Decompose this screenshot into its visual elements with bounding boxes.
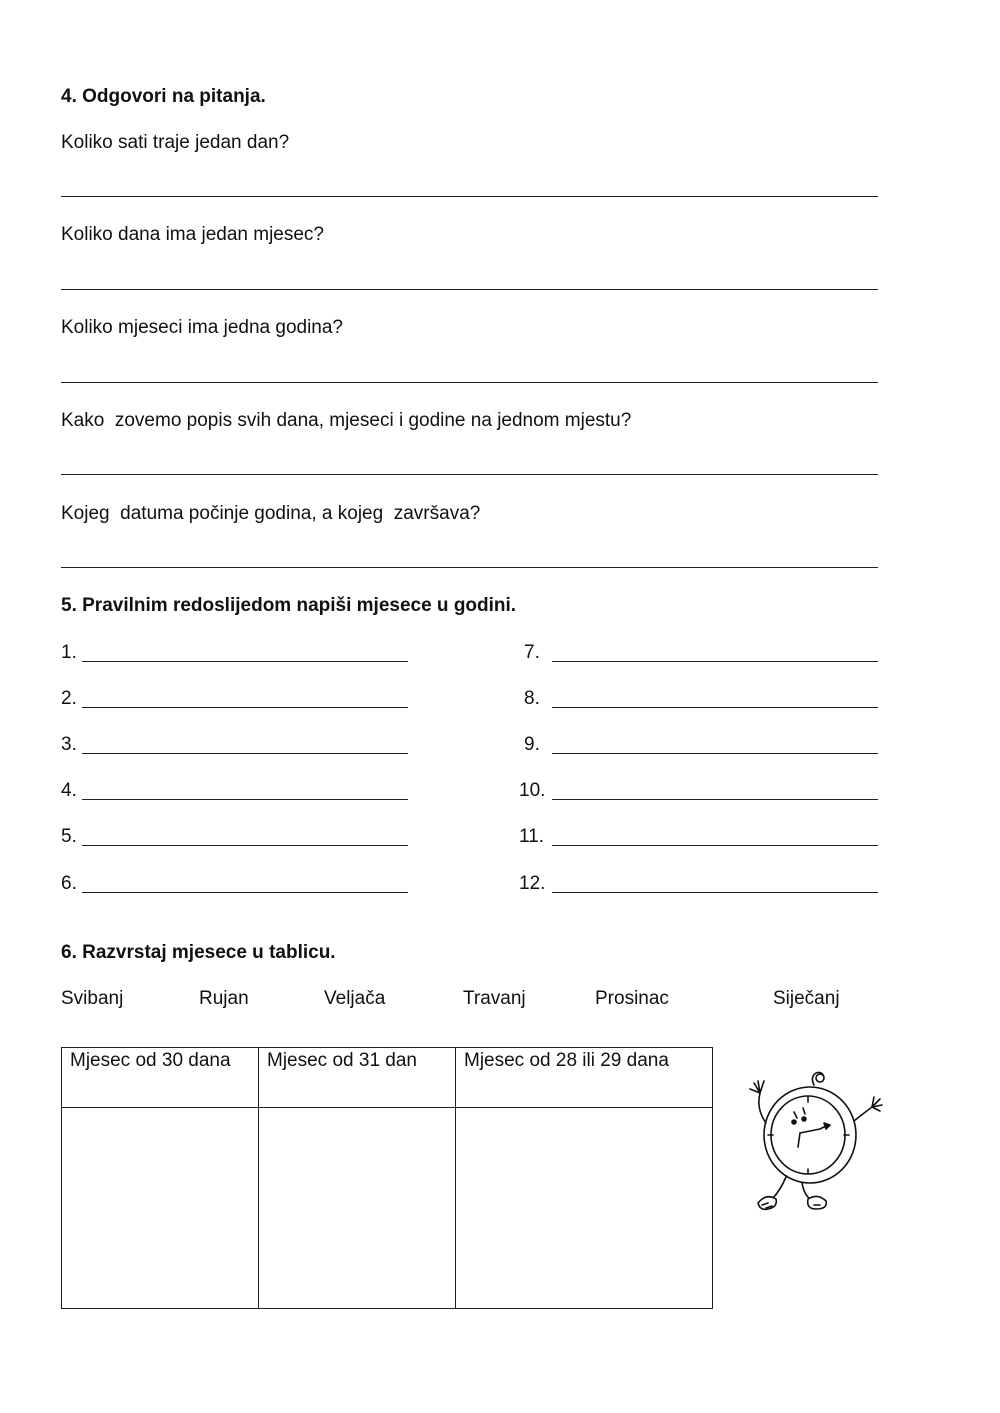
month-number: 8.	[524, 688, 540, 709]
answer-line-2[interactable]	[61, 289, 878, 290]
month-line-12[interactable]	[552, 892, 878, 893]
month-sort-table	[61, 1047, 713, 1309]
month-word[interactable]: Svibanj	[61, 988, 124, 1009]
question-1: Koliko sati traje jedan dan?	[61, 132, 290, 153]
section-6-heading: 6. Razvrstaj mjesece u tablicu.	[61, 942, 336, 963]
month-line-9[interactable]	[552, 753, 878, 754]
section-5-heading: 5. Pravilnim redoslijedom napiši mjesece u godini.	[61, 595, 517, 616]
answer-cell-31-days[interactable]	[259, 1108, 456, 1309]
month-number: 9.	[524, 734, 540, 755]
section-4-heading: 4. Odgovori na pitanja.	[61, 86, 266, 107]
month-number: 3.	[61, 734, 77, 755]
month-number: 11.	[519, 826, 545, 847]
clock-character-icon	[738, 1065, 883, 1215]
month-line-10[interactable]	[552, 799, 878, 800]
month-number: 5.	[61, 826, 77, 847]
month-line-7[interactable]	[552, 661, 878, 662]
month-line-5[interactable]	[82, 845, 408, 846]
answer-line-1[interactable]	[61, 196, 878, 197]
month-number: 2.	[61, 688, 77, 709]
month-line-2[interactable]	[82, 707, 408, 708]
month-line-6[interactable]	[82, 892, 408, 893]
column-header-28-29-days: Mjesec od 28 ili 29 dana	[456, 1048, 713, 1108]
question-5: Kojeg datuma počinje godina, a kojeg završava?	[61, 503, 481, 524]
month-number: 10.	[519, 780, 546, 801]
answer-line-5[interactable]	[61, 567, 878, 568]
question-3: Koliko mjeseci ima jedna godina?	[61, 317, 343, 338]
month-number: 6.	[61, 873, 77, 894]
month-line-4[interactable]	[82, 799, 408, 800]
answer-cell-30-days[interactable]	[62, 1108, 259, 1309]
month-line-8[interactable]	[552, 707, 878, 708]
month-number: 1.	[61, 642, 77, 663]
column-header-30-days: Mjesec od 30 dana	[62, 1048, 259, 1108]
answer-line-4[interactable]	[61, 474, 878, 475]
month-word[interactable]: Siječanj	[773, 988, 840, 1009]
month-number: 7.	[524, 642, 540, 663]
month-line-3[interactable]	[82, 753, 408, 754]
month-word[interactable]: Veljača	[324, 988, 386, 1009]
answer-cell-28-29-days[interactable]	[456, 1108, 713, 1309]
month-line-11[interactable]	[552, 845, 878, 846]
question-4: Kako zovemo popis svih dana, mjeseci i godine na jednom mjestu?	[61, 410, 632, 431]
month-word[interactable]: Travanj	[463, 988, 526, 1009]
answer-line-3[interactable]	[61, 382, 878, 383]
column-header-31-days: Mjesec od 31 dan	[259, 1048, 456, 1108]
month-number: 4.	[61, 780, 77, 801]
month-line-1[interactable]	[82, 661, 408, 662]
question-2: Koliko dana ima jedan mjesec?	[61, 224, 324, 245]
month-word[interactable]: Prosinac	[595, 988, 669, 1009]
month-word[interactable]: Rujan	[199, 988, 249, 1009]
month-number: 12.	[519, 873, 546, 894]
